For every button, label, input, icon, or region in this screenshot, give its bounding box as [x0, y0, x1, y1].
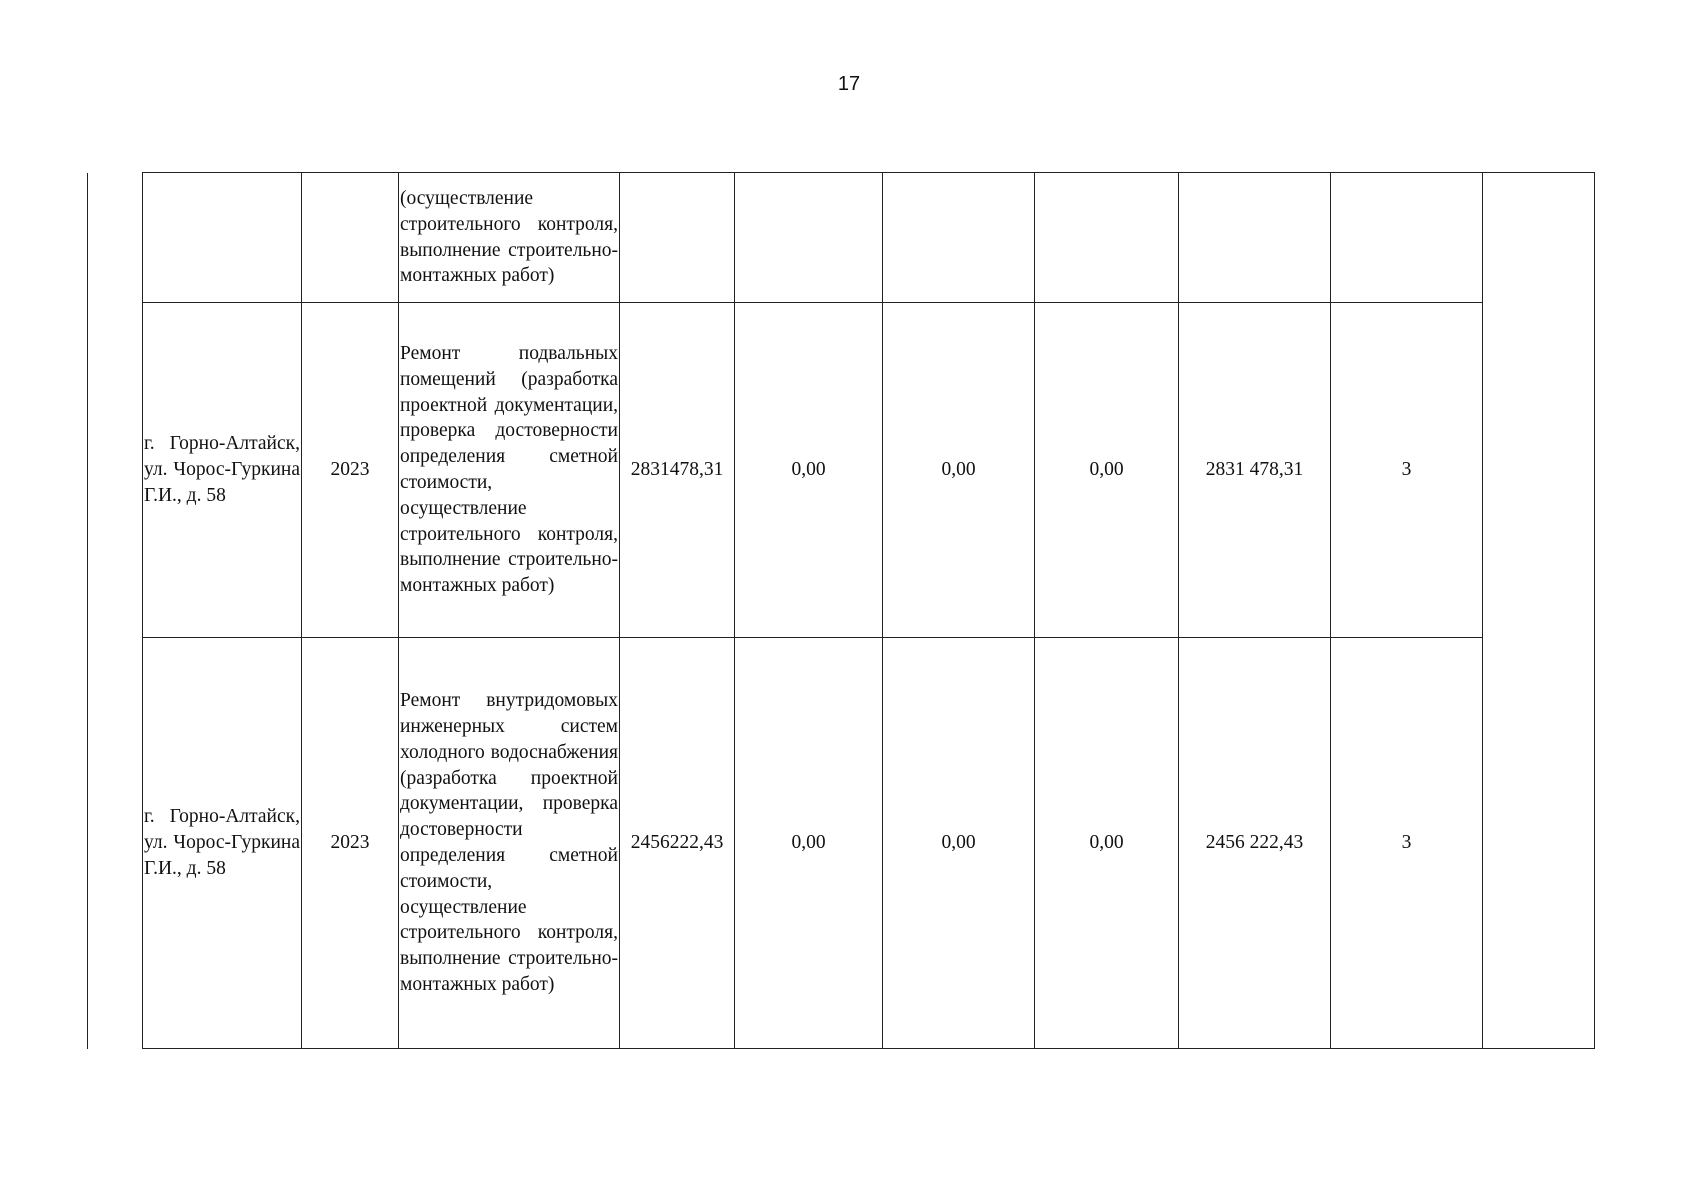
amount-cell	[883, 173, 1035, 303]
year-cell	[302, 173, 399, 303]
amount-cell: 0,00	[1035, 638, 1179, 1049]
work-description-cell: Ремонт подвальных помещений (разработка проектной документации, проверка достоверности определения сметной стоимости, осуществление строительного контроля, выполнение строительно-монтажных работ)	[399, 303, 620, 638]
work-description-cell: Ремонт внутридомовых инженерных систем холодного водоснабжения (разработка проектной документации, проверка достоверности определения сметной стоимости, осуществление строительного контроля, выполнение строительно-монтажных работ)	[399, 638, 620, 1049]
total-cost-cell: 2831478,31	[620, 303, 735, 638]
amount-cell	[1179, 173, 1331, 303]
merged-cell	[1483, 173, 1595, 1049]
work-description-cell: (осуществление строительного контроля, выполнение строительно-монтажных работ)	[399, 173, 620, 303]
address-cell	[143, 173, 302, 303]
amount-cell: 0,00	[883, 638, 1035, 1049]
table-row	[143, 303, 1595, 638]
year-cell: 2023	[302, 638, 399, 1049]
works-table	[142, 172, 1595, 1049]
amount-cell: 0,00	[735, 303, 883, 638]
address-cell: г. Горно-Алтайск, ул. Чорос-Гуркина Г.И., д. 58	[143, 638, 302, 1049]
table-row	[143, 638, 1595, 1049]
count-cell	[1331, 173, 1483, 303]
count-cell: 3	[1331, 638, 1483, 1049]
address-cell: г. Горно-Алтайск, ул. Чорос-Гуркина Г.И., д. 58	[143, 303, 302, 638]
amount-cell: 0,00	[883, 303, 1035, 638]
year-cell: 2023	[302, 303, 399, 638]
amount-cell	[735, 173, 883, 303]
count-cell: 3	[1331, 303, 1483, 638]
page-number: 17	[837, 73, 861, 95]
amount-cell: 2831 478,31	[1179, 303, 1331, 638]
amount-cell	[1035, 173, 1179, 303]
margin-line	[87, 173, 88, 1049]
amount-cell: 0,00	[1035, 303, 1179, 638]
amount-cell: 2456 222,43	[1179, 638, 1331, 1049]
total-cost-cell: 2456222,43	[620, 638, 735, 1049]
amount-cell: 0,00	[735, 638, 883, 1049]
total-cost-cell	[620, 173, 735, 303]
table-row	[143, 173, 1595, 303]
